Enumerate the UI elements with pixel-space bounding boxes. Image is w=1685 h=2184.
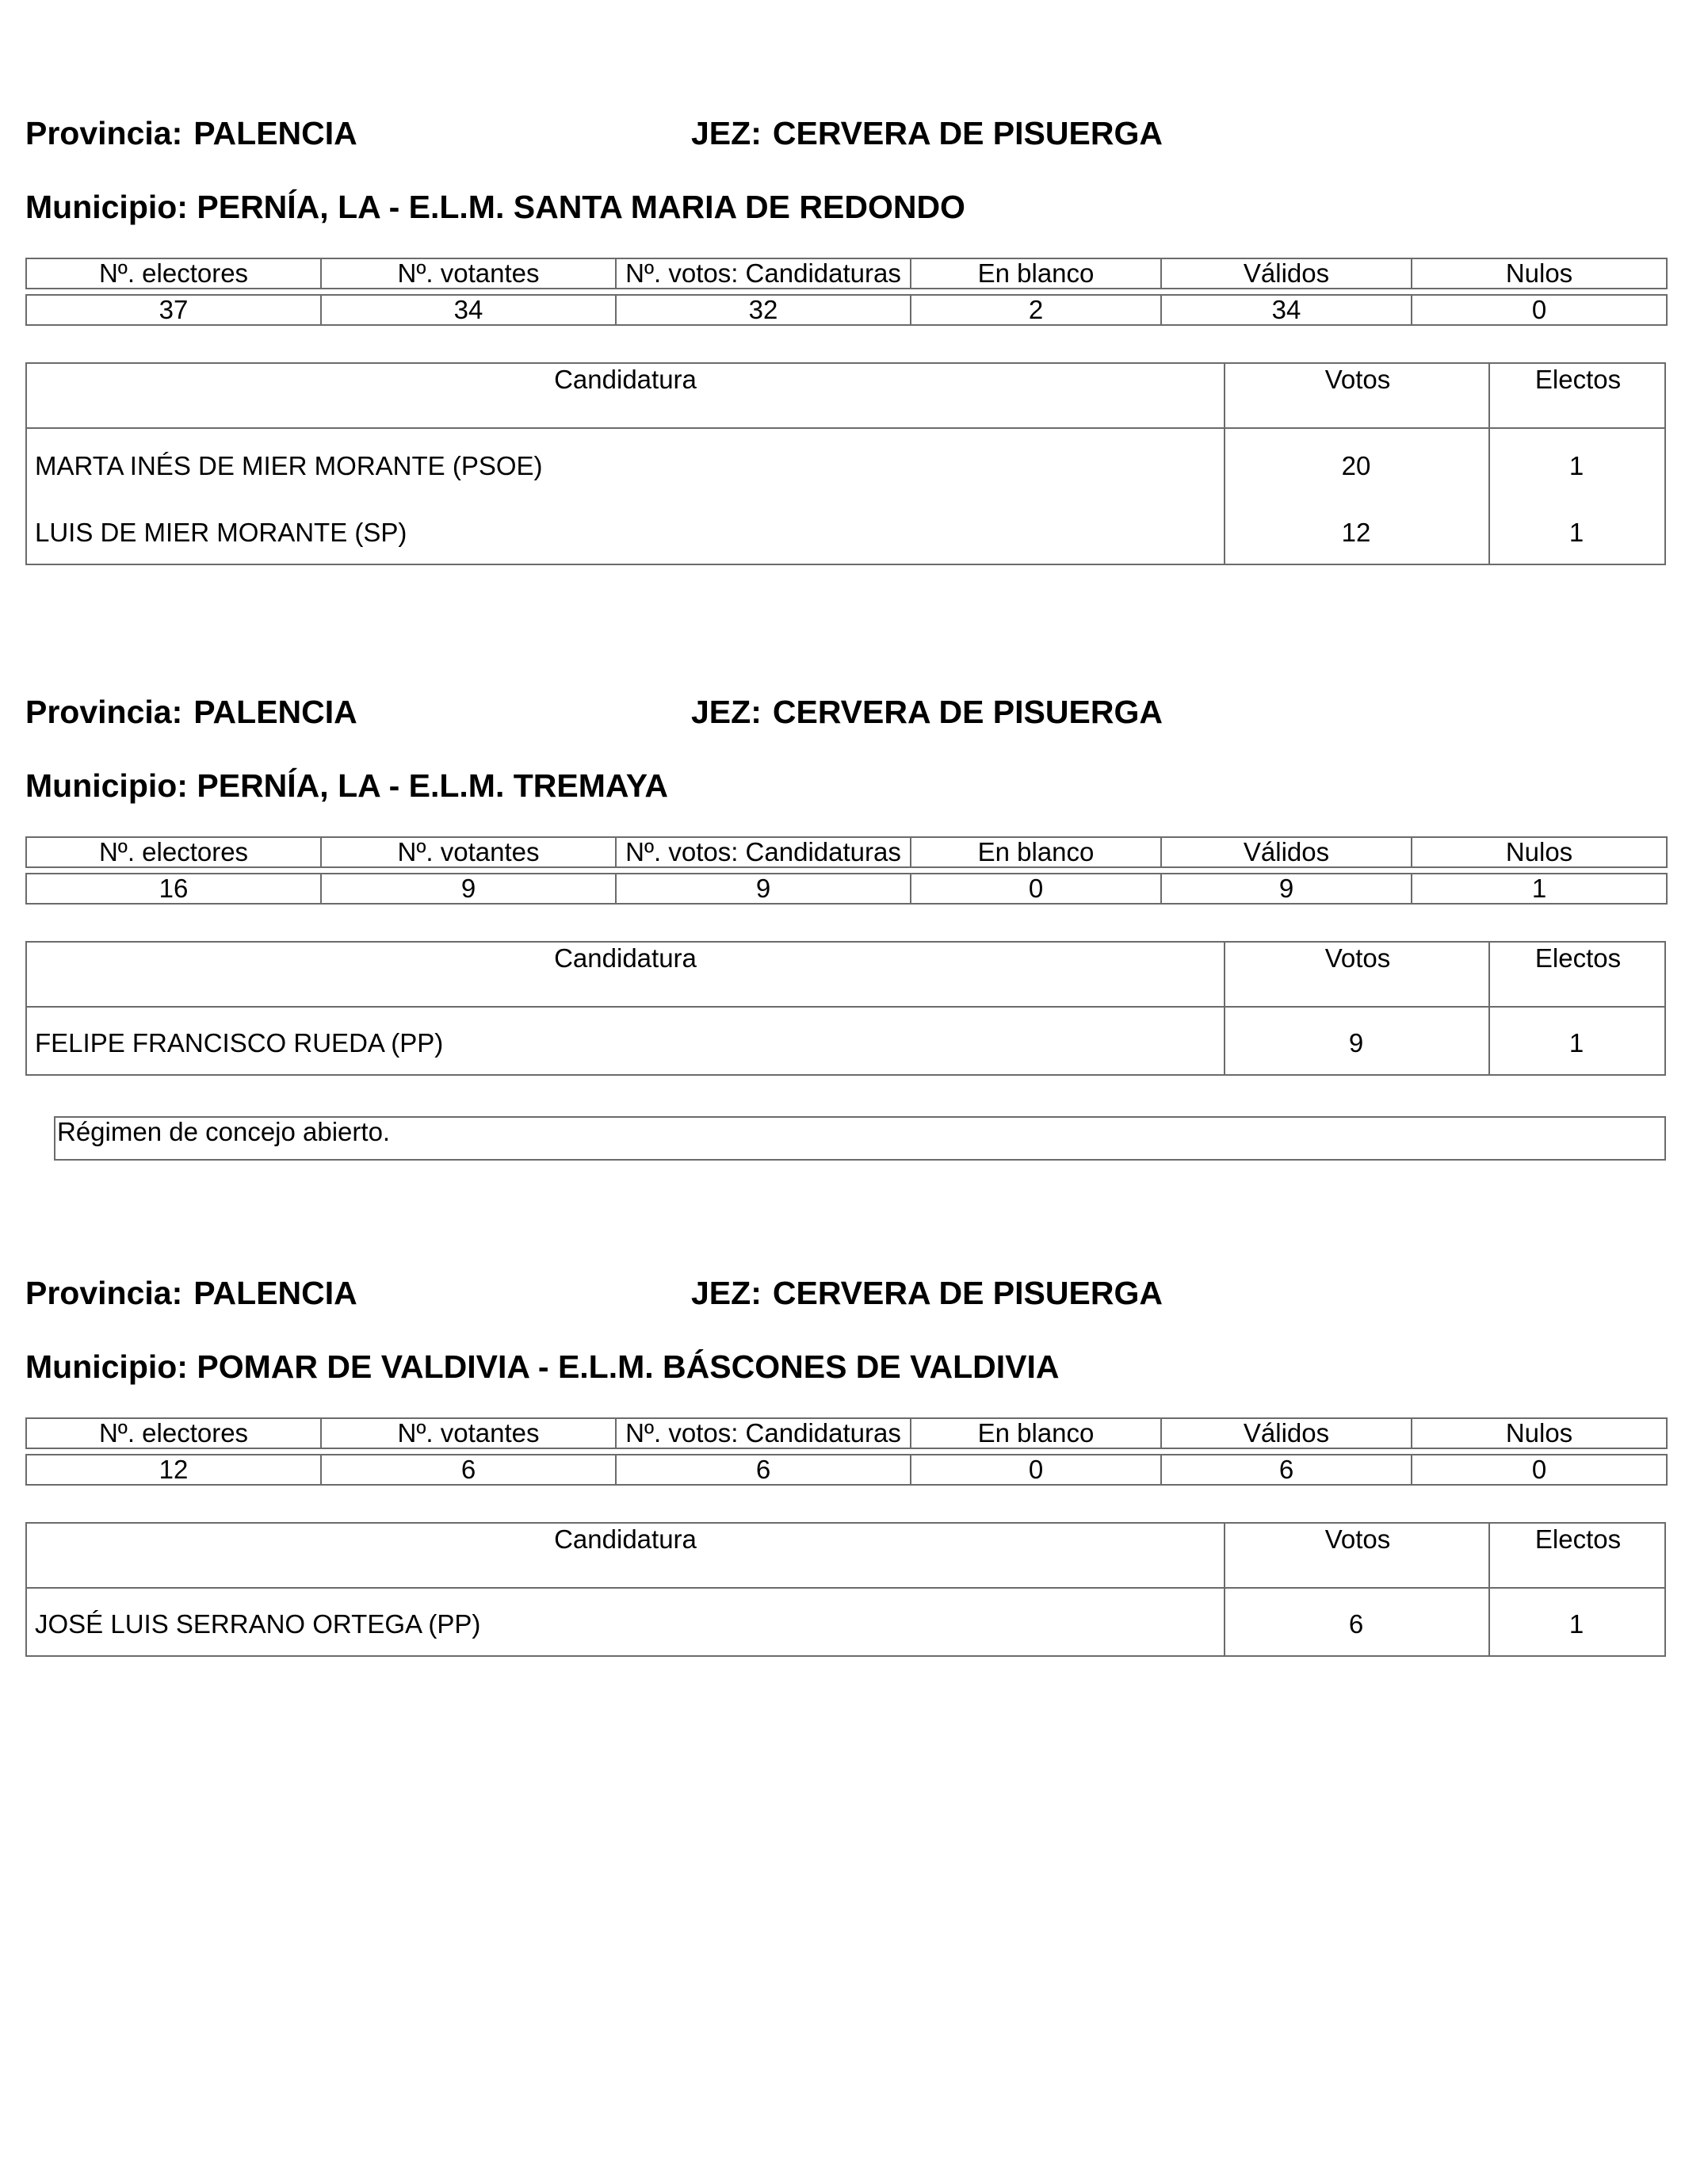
candidate-name: FELIPE FRANCISCO RUEDA (PP) — [35, 1028, 444, 1058]
header-candidatura: Candidatura — [554, 943, 697, 973]
provincia — [25, 694, 357, 731]
provincia-value: PALENCIA — [193, 115, 357, 151]
candidate-votes: 12 — [1341, 518, 1371, 547]
stats-header-row — [26, 837, 1667, 867]
candidates-table — [25, 1522, 1666, 1657]
stat-value-votantes: 6 — [321, 1455, 616, 1485]
header-candidatura: Candidatura — [554, 1524, 697, 1554]
jez-value: CERVERA DE PISUERGA — [772, 115, 1163, 151]
municipio — [25, 1348, 1059, 1386]
candidate-row — [27, 429, 1664, 497]
provincia-label: Provincia: — [25, 1275, 183, 1311]
stat-header-validos: Válidos — [1161, 837, 1412, 867]
candidates-header — [27, 943, 1664, 1008]
provincia — [25, 1275, 357, 1312]
stat-header-validos: Válidos — [1161, 258, 1412, 289]
header-votos: Votos — [1224, 364, 1490, 427]
candidates-body — [27, 429, 1664, 564]
municipio-label: Municipio: — [25, 1348, 188, 1385]
candidate-electos: 1 — [1568, 1609, 1584, 1639]
stat-header-votantes: Nº. votantes — [321, 258, 616, 289]
stats-value-row — [26, 295, 1667, 325]
candidate-votes: 6 — [1348, 1609, 1364, 1639]
header-candidatura: Candidatura — [554, 365, 697, 394]
candidates-body — [27, 1008, 1664, 1074]
jez — [691, 115, 1163, 152]
municipio-label: Municipio: — [25, 767, 188, 804]
header-votos: Votos — [1224, 1524, 1490, 1587]
header-electos: Electos — [1488, 943, 1666, 1006]
stat-value-votantes: 9 — [321, 874, 616, 904]
stats-value-row — [26, 1455, 1667, 1485]
candidate-row — [27, 1008, 1664, 1074]
candidates-header — [27, 364, 1664, 429]
jez-value: CERVERA DE PISUERGA — [772, 1275, 1163, 1311]
header-votos: Votos — [1224, 943, 1490, 1006]
provincia-value: PALENCIA — [193, 1275, 357, 1311]
stat-header-electores: Nº. electores — [26, 258, 321, 289]
candidate-electos: 1 — [1568, 451, 1584, 480]
stats-table — [25, 836, 1668, 905]
candidate-row — [27, 1589, 1664, 1655]
stats-value-row — [26, 874, 1667, 904]
stats-header-row — [26, 258, 1667, 289]
stat-value-validos: 34 — [1161, 295, 1412, 325]
stat-value-votos-candidaturas: 9 — [616, 874, 911, 904]
jez-value: CERVERA DE PISUERGA — [772, 694, 1163, 730]
stat-value-nulos: 0 — [1412, 1455, 1667, 1485]
stat-value-en-blanco: 2 — [911, 295, 1161, 325]
candidate-votes: 20 — [1341, 451, 1371, 480]
stat-header-nulos: Nulos — [1412, 837, 1667, 867]
stats-table — [25, 1417, 1668, 1486]
jez — [691, 1275, 1163, 1312]
stat-value-votantes: 34 — [321, 295, 616, 325]
jez-label: JEZ: — [691, 694, 762, 730]
municipio-label: Municipio: — [25, 189, 188, 225]
municipio — [25, 189, 965, 226]
stat-header-votos-candidaturas: Nº. votos: Candidaturas — [616, 1418, 911, 1448]
section-header — [25, 694, 1666, 733]
candidate-row — [27, 497, 1664, 564]
stat-value-electores: 37 — [26, 295, 321, 325]
stat-header-electores: Nº. electores — [26, 837, 321, 867]
header-electos: Electos — [1488, 364, 1666, 427]
municipio-value: PERNÍA, LA - E.L.M. TREMAYA — [197, 767, 668, 804]
provincia-value: PALENCIA — [193, 694, 357, 730]
stat-header-votantes: Nº. votantes — [321, 1418, 616, 1448]
stat-value-en-blanco: 0 — [911, 874, 1161, 904]
stat-header-votos-candidaturas: Nº. votos: Candidaturas — [616, 258, 911, 289]
candidates-header — [27, 1524, 1664, 1589]
stat-header-nulos: Nulos — [1412, 258, 1667, 289]
stats-header-row — [26, 1418, 1667, 1448]
stat-value-nulos: 1 — [1412, 874, 1667, 904]
header-electos: Electos — [1488, 1524, 1666, 1587]
stat-value-votos-candidaturas: 32 — [616, 295, 911, 325]
candidate-votes: 9 — [1348, 1028, 1364, 1058]
stat-header-validos: Válidos — [1161, 1418, 1412, 1448]
section-header — [25, 1275, 1666, 1314]
stat-value-votos-candidaturas: 6 — [616, 1455, 911, 1485]
municipio-value: PERNÍA, LA - E.L.M. SANTA MARIA DE REDONDO — [197, 189, 965, 225]
candidates-table — [25, 941, 1666, 1076]
stat-value-validos: 6 — [1161, 1455, 1412, 1485]
stat-value-electores: 12 — [26, 1455, 321, 1485]
stat-header-votos-candidaturas: Nº. votos: Candidaturas — [616, 837, 911, 867]
jez-label: JEZ: — [691, 115, 762, 151]
municipio-value: POMAR DE VALDIVIA - E.L.M. BÁSCONES DE VALDIVIA — [197, 1348, 1060, 1385]
stat-header-en-blanco: En blanco — [911, 837, 1161, 867]
candidate-electos: 1 — [1568, 518, 1584, 547]
stat-header-electores: Nº. electores — [26, 1418, 321, 1448]
stat-value-nulos: 0 — [1412, 295, 1667, 325]
stat-value-en-blanco: 0 — [911, 1455, 1161, 1485]
stat-value-electores: 16 — [26, 874, 321, 904]
section-header — [25, 115, 1666, 155]
candidates-table — [25, 362, 1666, 565]
jez-label: JEZ: — [691, 1275, 762, 1311]
municipio — [25, 767, 668, 805]
provincia-label: Provincia: — [25, 694, 183, 730]
candidate-name: JOSÉ LUIS SERRANO ORTEGA (PP) — [35, 1609, 481, 1639]
candidate-name: LUIS DE MIER MORANTE (SP) — [35, 518, 407, 547]
provincia — [25, 115, 357, 152]
candidate-name: MARTA INÉS DE MIER MORANTE (PSOE) — [35, 451, 543, 480]
jez — [691, 694, 1163, 731]
stat-value-validos: 9 — [1161, 874, 1412, 904]
stats-table — [25, 258, 1668, 326]
stat-header-votantes: Nº. votantes — [321, 837, 616, 867]
stat-header-en-blanco: En blanco — [911, 1418, 1161, 1448]
note-box: Régimen de concejo abierto. — [54, 1116, 1666, 1161]
candidates-body — [27, 1589, 1664, 1655]
candidate-electos: 1 — [1568, 1028, 1584, 1058]
provincia-label: Provincia: — [25, 115, 183, 151]
stat-header-en-blanco: En blanco — [911, 258, 1161, 289]
stat-header-nulos: Nulos — [1412, 1418, 1667, 1448]
